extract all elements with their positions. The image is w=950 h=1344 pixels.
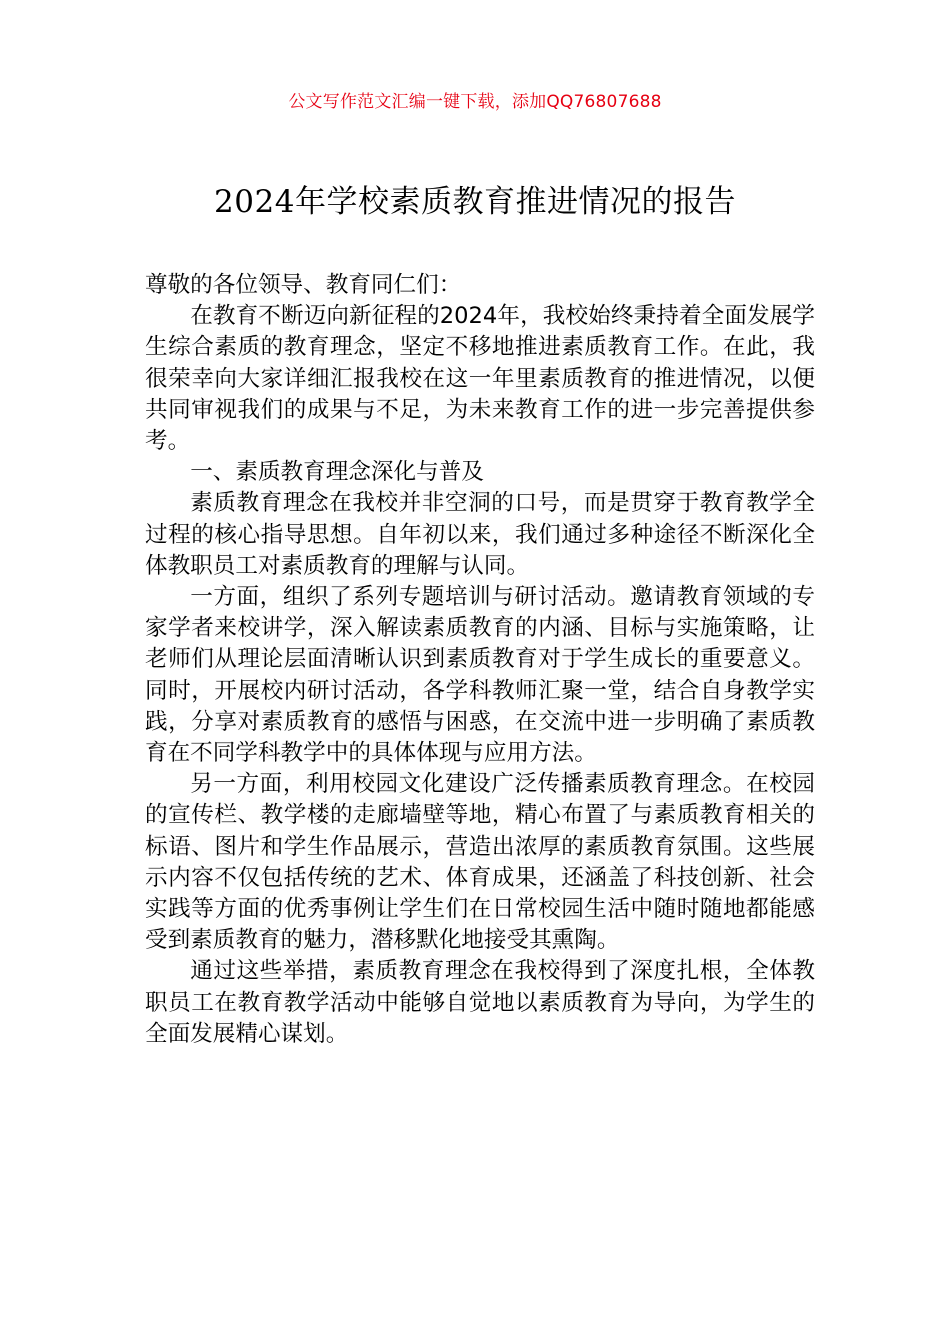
paragraph: 另一方面，利用校园文化建设广泛传播素质教育理念。在校园的宣传栏、教学楼的走廊墙壁等地，精心布置了与素质教育相关的标语、图片和学生作品展示，营造出浓厚的素质教育氛围。这些展示内容不仅包括传统的艺术、体育成果，还涵盖了科技创新、社会实践等方面的优秀事例让学生们在日常校园生活中随时随地都能感受到素质教育的魅力，潜移默化地接受其熏陶。: [145, 771, 815, 954]
section-heading-1: 一、素质教育理念深化与普及: [190, 459, 484, 486]
paragraph: 素质教育理念在我校并非空洞的口号，而是贯穿于教育教学全过程的核心指导思想。自年初以来，我们通过多种途径不断深化全体教职员工对素质教育的理解与认同。: [145, 490, 815, 579]
document-body: [145, 270, 815, 1050]
header-promo-note: 公文写作范文汇编一键下载，添加QQ76807688: [288, 92, 662, 112]
paragraph: 通过这些举措，素质教育理念在我校得到了深度扎根，全体教职员工在教育教学活动中能够自觉地以素质教育为导向，为学生的全面发展精心谋划。: [145, 958, 815, 1047]
document-title: 2024年学校素质教育推进情况的报告: [214, 184, 736, 220]
paragraph: 一方面，组织了系列专题培训与研讨活动。邀请教育领域的专家学者来校讲学，深入解读素质教育的内涵、目标与实施策略，让老师们从理论层面清晰认识到素质教育对于学生成长的重要意义。同时，开展校内研讨活动，各学科教师汇聚一堂，结合自身教学实践，分享对素质教育的感悟与困惑，在交流中进一步明确了素质教育在不同学科教学中的具体体现与应用方法。: [145, 584, 815, 767]
salutation: 尊敬的各位领导、教育同仁们：: [145, 272, 462, 298]
paragraph-intro: 在教育不断迈向新征程的2024年，我校始终秉持着全面发展学生综合素质的教育理念，坚定不移地推进素质教育工作。在此，我很荣幸向大家详细汇报我校在这一年里素质教育的推进情况，以便共同审视我们的成果与不足，为未来教育工作的进一步完善提供参考。: [145, 303, 815, 455]
